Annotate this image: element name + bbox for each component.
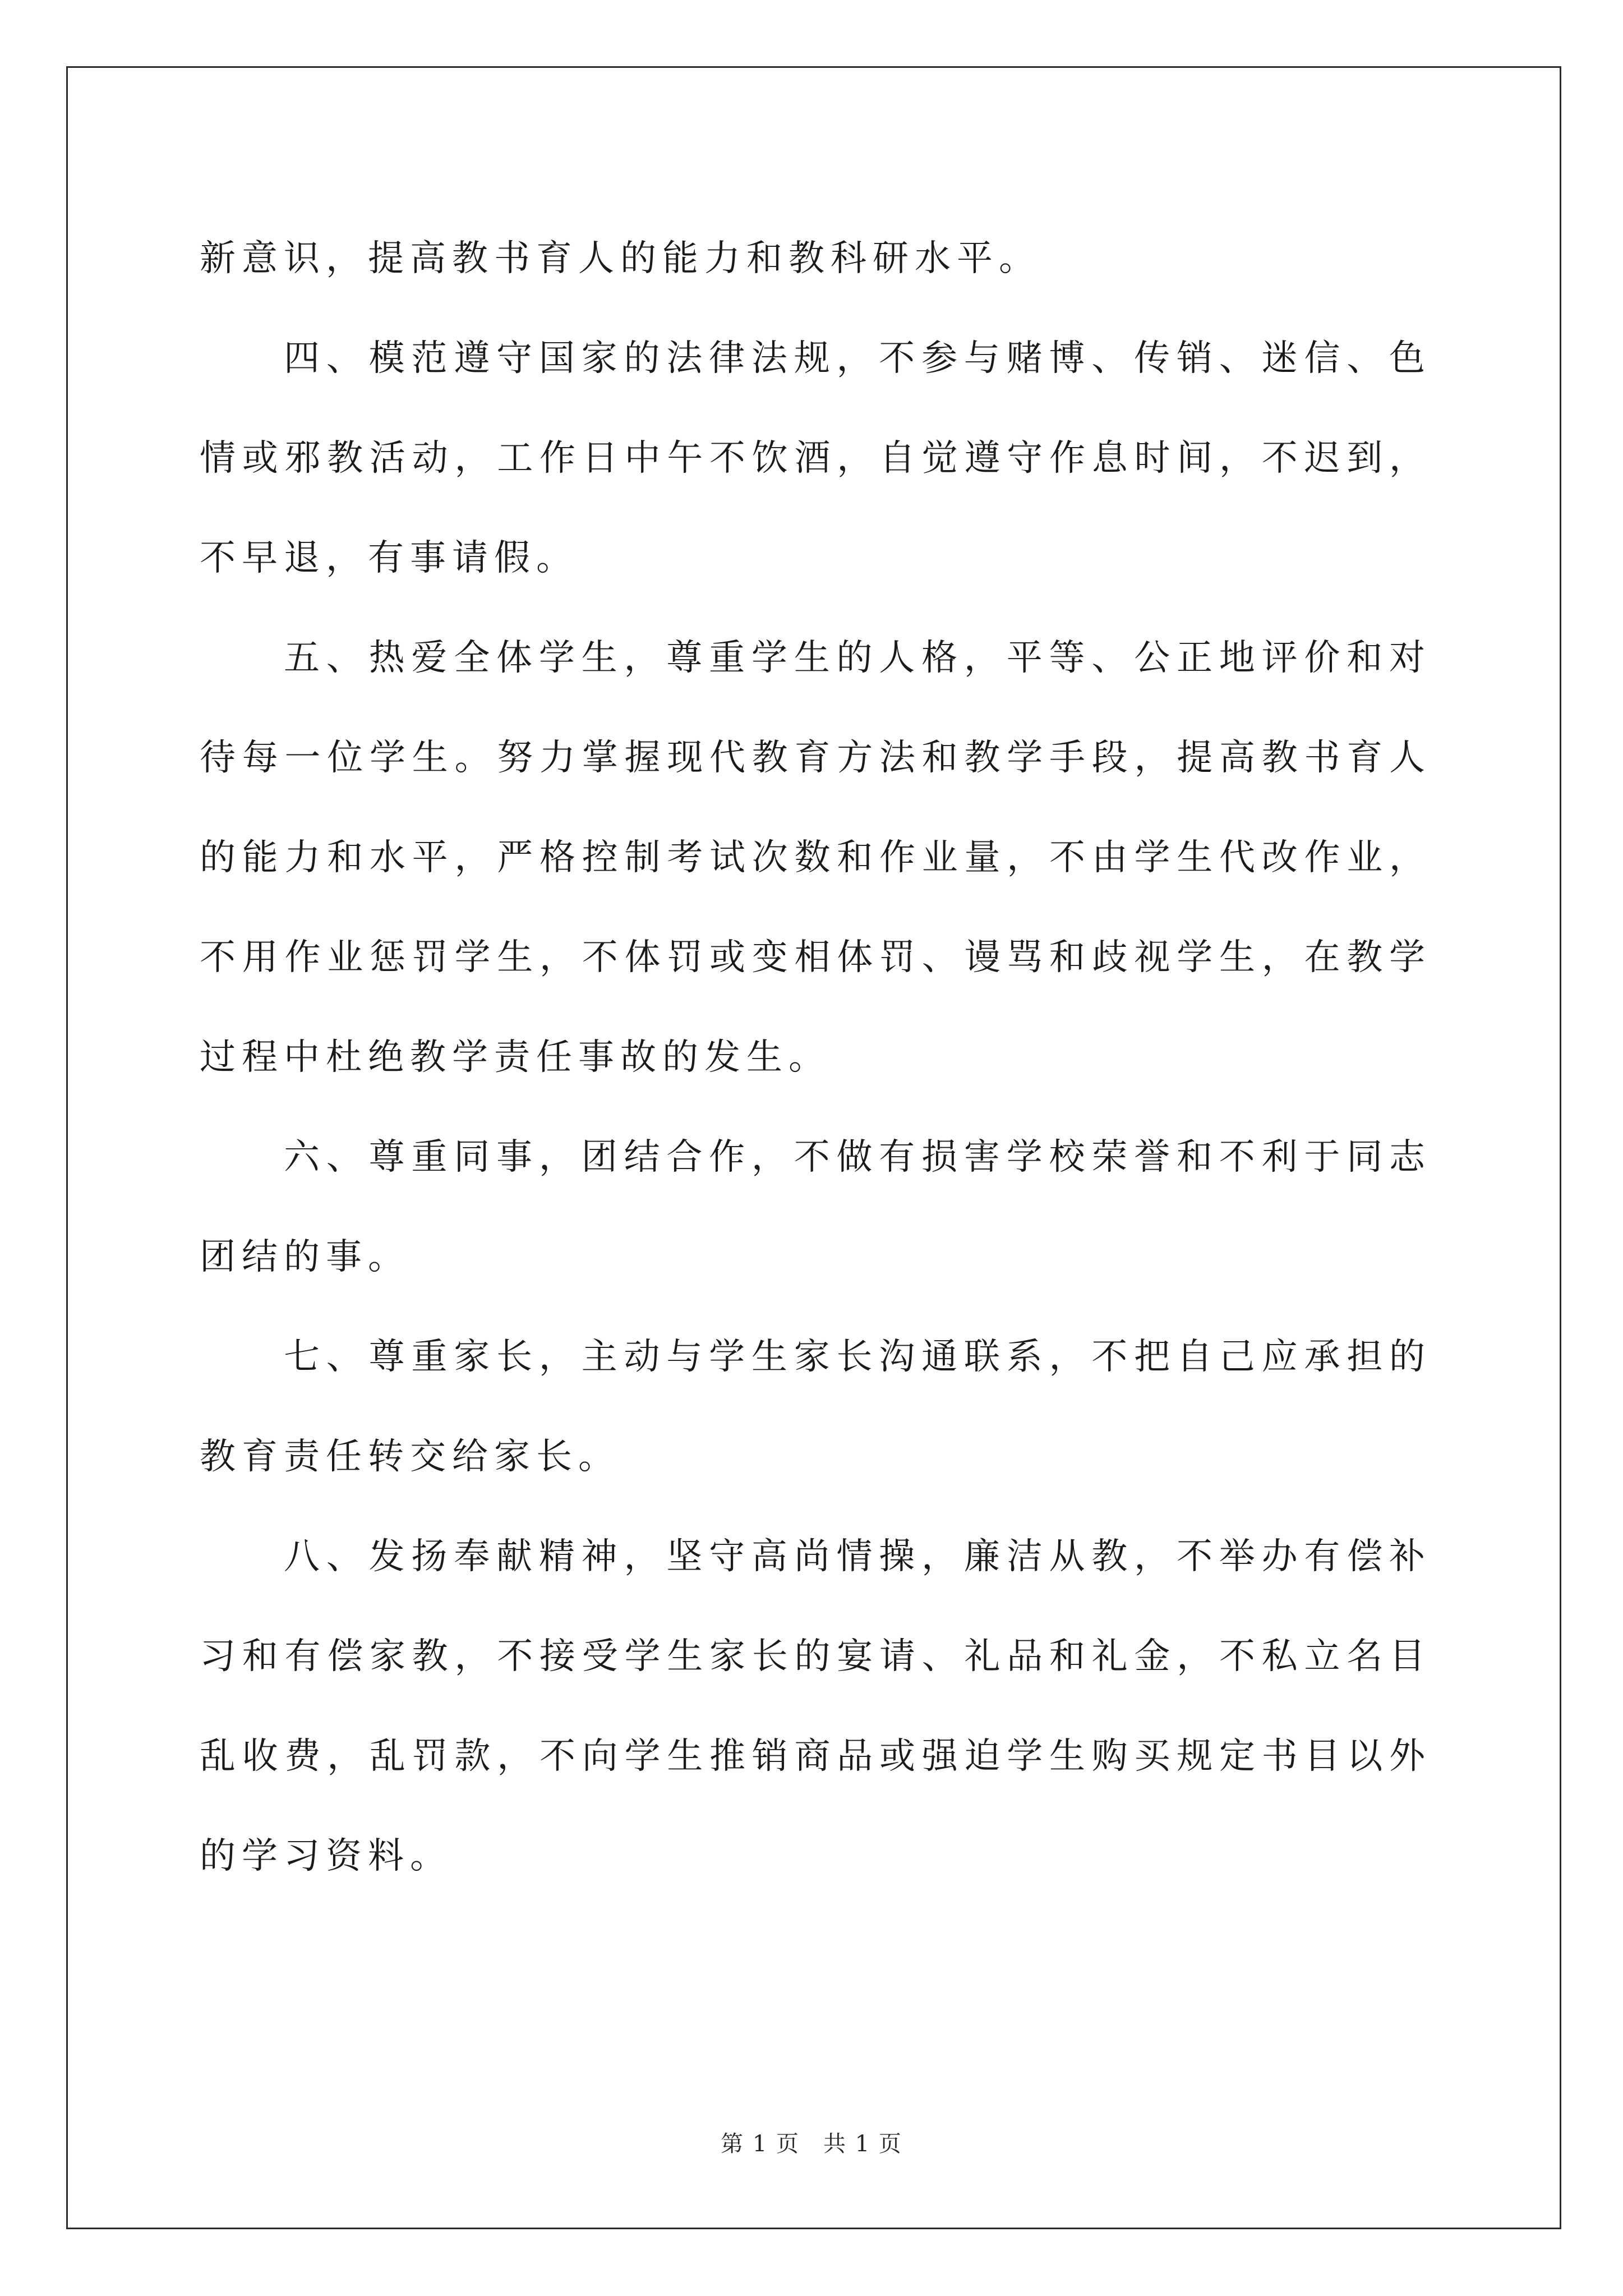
page-number-footer: 第 1 页 共 1 页 (721, 2131, 902, 2157)
paragraph-continuation: 新意识，提高教书育人的能力和教科研水平。 (200, 238, 1041, 279)
paragraph-item-6: 六、尊重同事，团结合作，不做有损害学校荣誉和不利于同志团结的事。 (200, 1137, 1431, 1278)
paragraph-item-7: 七、尊重家长，主动与学生家长沟通联系，不把自己应承担的教育责任转交给家长。 (200, 1336, 1431, 1478)
paragraph-item-5: 五、热爱全体学生，尊重学生的人格，平等、公正地评价和对待每一位学生。努力掌握现代教育方法和教学手段，提高教书育人的能力和水平，严格控制考试次数和作业量，不由学生代改作业，不用作业惩罚学生，不体罚或变相体罚、谩骂和歧视学生，在教学过程中杜绝教学责任事故的发生。 (200, 637, 1431, 1078)
paragraph-item-8: 八、发扬奉献精神，坚守高尚情操，廉洁从教，不举办有偿补习和有偿家教，不接受学生家长的宴请、礼品和礼金，不私立名目乱收费，乱罚款，不向学生推销商品或强迫学生购买规定书目以外的学习资料。 (200, 1536, 1431, 1877)
document-body (200, 209, 1431, 1906)
paragraph-item-4: 四、模范遵守国家的法律法规，不参与赌博、传销、迷信、色情或邪教活动，工作日中午不饮酒，自觉遵守作息时间，不迟到，不早退，有事请假。 (200, 338, 1431, 579)
